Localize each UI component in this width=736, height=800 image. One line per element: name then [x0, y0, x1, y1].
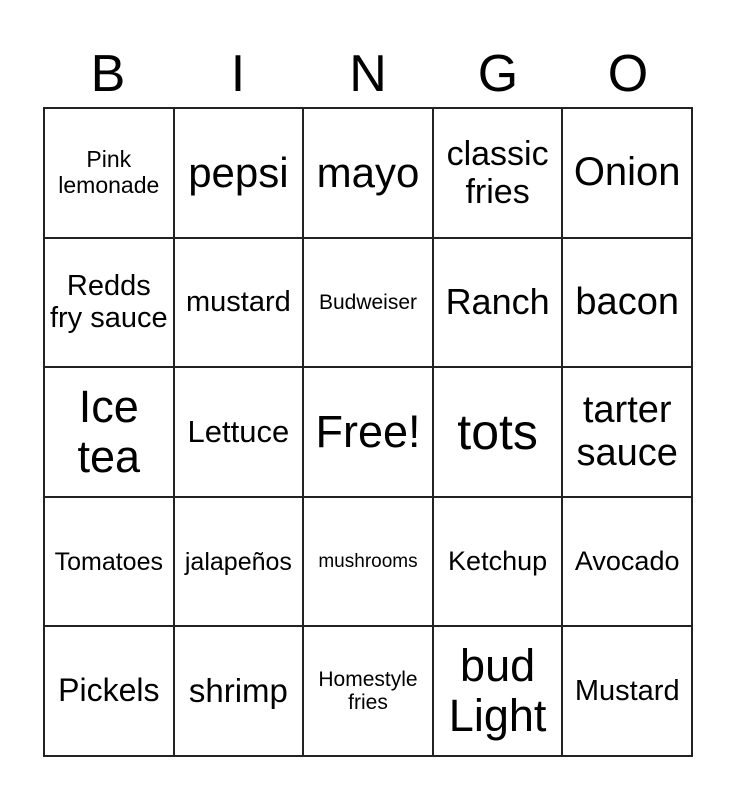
cell-text: Avocado [574, 546, 680, 577]
bingo-cell[interactable] [44, 238, 174, 368]
bingo-cell[interactable] [433, 497, 563, 627]
cell-text: Tomatoes [54, 547, 163, 576]
header-letter-b: B [90, 45, 126, 103]
cell-text: Onion [573, 150, 681, 195]
bingo-cell[interactable] [174, 238, 304, 368]
cell-text: shrimp [188, 671, 288, 709]
cell-text: Mustard [574, 674, 680, 707]
cell-text: bud Light [448, 639, 547, 742]
bingo-cell[interactable] [303, 626, 433, 756]
cell-text: Ice tea [77, 380, 141, 482]
header-letter-n: N [349, 45, 387, 103]
bingo-cell[interactable] [433, 108, 563, 238]
cell-text: mayo [316, 149, 420, 197]
cell-text: Ketchup [448, 546, 548, 577]
bingo-cell[interactable] [562, 367, 692, 497]
cell-text: mushrooms [318, 550, 418, 572]
cell-text: Lettuce [187, 413, 290, 449]
header-letter-i: I [230, 45, 246, 103]
bingo-cell[interactable] [433, 238, 563, 368]
cell-text: Redds fry sauce [49, 269, 168, 335]
bingo-cell[interactable] [433, 626, 563, 756]
cell-text: tarter sauce [576, 389, 678, 474]
bingo-cell[interactable] [303, 238, 433, 368]
bingo-cell[interactable] [44, 108, 174, 238]
cell-text: mustard [186, 286, 291, 319]
cell-text: Homestyle fries [318, 667, 418, 715]
bingo-cell[interactable] [562, 626, 692, 756]
cell-text: Ranch [445, 281, 550, 323]
cell-text: pepsi [188, 149, 289, 197]
bingo-cell[interactable] [303, 108, 433, 238]
header-letter-o: O [607, 45, 649, 103]
cell-text: tots [457, 403, 538, 460]
bingo-cell[interactable] [174, 497, 304, 627]
bingo-cell[interactable] [44, 626, 174, 756]
cell-text: classic fries [446, 134, 549, 211]
bingo-cell[interactable] [562, 238, 692, 368]
bingo-board [43, 107, 693, 757]
cell-text: Budweiser [318, 290, 418, 314]
bingo-cell[interactable] [174, 367, 304, 497]
free-space-cell[interactable] [303, 367, 433, 497]
cell-text: jalapeños [184, 547, 292, 576]
bingo-cell[interactable] [562, 497, 692, 627]
header-letter-g: G [477, 45, 519, 103]
bingo-cell[interactable] [174, 108, 304, 238]
bingo-cell[interactable] [44, 367, 174, 497]
cell-text: Pickels [58, 672, 160, 709]
free-space-text: Free! [315, 405, 421, 457]
bingo-header [43, 40, 693, 108]
cell-text: bacon [575, 281, 679, 324]
cell-text: Pink lemonade [58, 146, 160, 198]
bingo-cell[interactable] [174, 626, 304, 756]
bingo-cell[interactable] [562, 108, 692, 238]
bingo-cell[interactable] [433, 367, 563, 497]
bingo-cell[interactable] [44, 497, 174, 627]
bingo-cell[interactable] [303, 497, 433, 627]
